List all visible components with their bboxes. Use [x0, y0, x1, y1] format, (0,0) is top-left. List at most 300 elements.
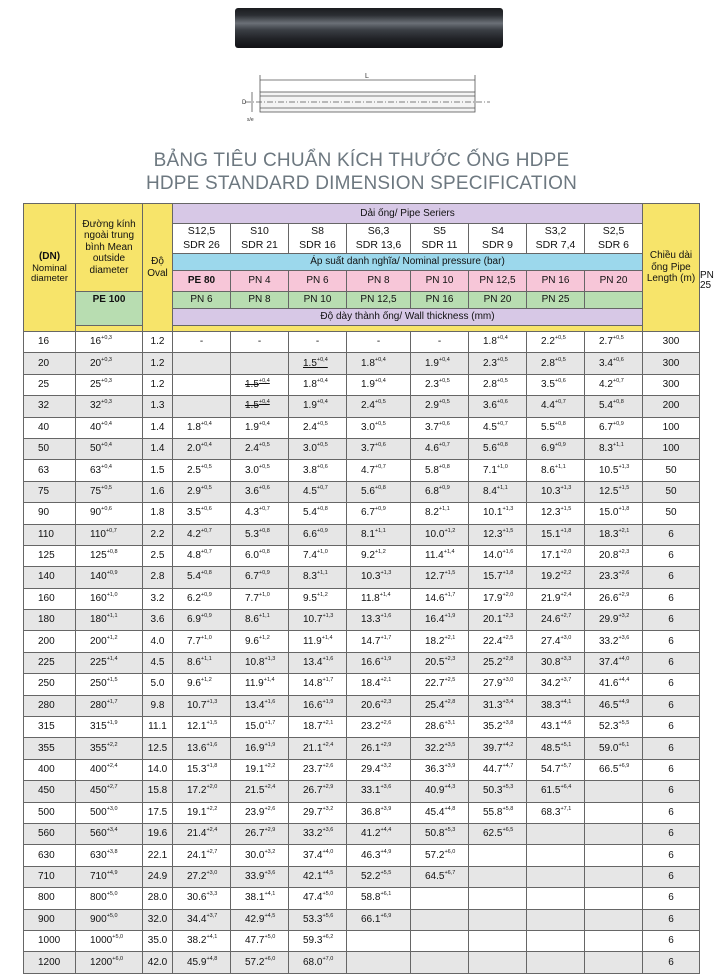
thickness-cell: $5.4^{+0,8}$ — [289, 503, 347, 524]
length-cell: 6 — [643, 524, 700, 545]
table-row — [24, 823, 700, 844]
pe100-pressure — [585, 292, 643, 309]
thickness-cell: $4.7^{+0,7}$ — [347, 460, 411, 481]
thickness-cell: $44.7^{+4,7}$ — [469, 759, 527, 780]
thickness-cell: $50.8^{+5,3}$ — [411, 823, 469, 844]
od-cell: $63^{+0,4}$ — [76, 460, 143, 481]
thickness-header: Độ dày thành ống/ Wall thickness (mm) — [173, 309, 643, 326]
dn-cell: 1200 — [24, 952, 76, 973]
thickness-cell: $17.1^{+2,0}$ — [527, 545, 585, 566]
thickness-cell: $41.6^{+4,4}$ — [585, 674, 643, 695]
thickness-cell: $6.2^{+0,9}$ — [173, 588, 231, 609]
oval-cell: 1.2 — [143, 353, 173, 374]
thickness-cell: $14.0^{+1,6}$ — [469, 545, 527, 566]
pe100-pressure: PN 16 — [411, 292, 469, 309]
thickness-cell: $9.6^{+1,2}$ — [231, 631, 289, 652]
pe80-pressure: PN 8 — [347, 271, 411, 292]
od-cell: $250^{+1,5}$ — [76, 674, 143, 695]
oval-cell: 35.0 — [143, 930, 173, 951]
thickness-cell: $68.0^{+7,0}$ — [289, 952, 347, 973]
table-row — [24, 503, 700, 524]
oval-cell: 4.5 — [143, 652, 173, 673]
oval-cell: 24.9 — [143, 866, 173, 887]
thickness-cell: $37.4^{+4,0}$ — [289, 845, 347, 866]
length-cell: 100 — [643, 417, 700, 438]
table-row — [24, 353, 700, 374]
length-cell: 300 — [643, 374, 700, 395]
thickness-cell: $61.5^{+6,4}$ — [527, 781, 585, 802]
od-cell: $25^{+0,3}$ — [76, 374, 143, 395]
thickness-cell: $13.6^{+1,6}$ — [173, 738, 231, 759]
od-cell: $1000^{+5,0}$ — [76, 930, 143, 951]
thickness-label: s/e — [247, 117, 254, 123]
dn-cell: 560 — [24, 823, 76, 844]
thickness-cell: $5.5^{+0,8}$ — [527, 417, 585, 438]
thickness-cell — [173, 374, 231, 395]
od-cell: $560^{+3,4}$ — [76, 823, 143, 844]
dn-label: (DN) — [38, 251, 61, 262]
thickness-cell — [585, 823, 643, 844]
diameter-label: D — [242, 100, 247, 106]
thickness-cell: $29.9^{+3,2}$ — [585, 610, 643, 631]
length-cell: 6 — [643, 845, 700, 866]
thickness-cell: $62.5^{+6,5}$ — [469, 823, 527, 844]
length-cell: 6 — [643, 674, 700, 695]
length-cell: 6 — [643, 952, 700, 973]
thickness-cell: $35.2^{+3,8}$ — [469, 717, 527, 738]
thickness-cell: $8.4^{+1,1}$ — [469, 481, 527, 502]
dn-cell: 160 — [24, 588, 76, 609]
thickness-cell: $2.4^{+0,5}$ — [347, 396, 411, 417]
thickness-cell: $59.0^{+6,1}$ — [585, 738, 643, 759]
dn-cell: 500 — [24, 802, 76, 823]
thickness-cell — [173, 353, 231, 374]
thickness-cell: $1.9^{+0,4}$ — [411, 353, 469, 374]
od-header: Đường kính ngoài trung bình Mean outside diameter — [76, 204, 143, 292]
table-row — [24, 417, 700, 438]
thickness-cell: $53.3^{+5,6}$ — [289, 909, 347, 930]
thickness-cell: $41.2^{+4,4}$ — [347, 823, 411, 844]
table-row — [24, 866, 700, 887]
thickness-cell: $10.0^{+1,2}$ — [411, 524, 469, 545]
length-cell: 6 — [643, 909, 700, 930]
thickness-cell: $27.9^{+3,0}$ — [469, 674, 527, 695]
thickness-cell — [469, 909, 527, 930]
thickness-cell: $29.7^{+3,2}$ — [289, 802, 347, 823]
length-cell: 300 — [643, 353, 700, 374]
thickness-cell: $26.1^{+2,9}$ — [347, 738, 411, 759]
thickness-cell: $10.7^{+1,3}$ — [173, 695, 231, 716]
thickness-cell: $38.1^{+4,1}$ — [231, 888, 289, 909]
thickness-cell: $12.1^{+1,5}$ — [173, 717, 231, 738]
pipe-photo — [235, 8, 503, 48]
thickness-cell: $19.2^{+2,2}$ — [527, 567, 585, 588]
thickness-cell: $4.2^{+0,7}$ — [173, 524, 231, 545]
thickness-cell: $36.3^{+3,9}$ — [411, 759, 469, 780]
thickness-cell — [347, 930, 411, 951]
od-cell: $125^{+0,8}$ — [76, 545, 143, 566]
thickness-cell: $20.1^{+2,3}$ — [469, 610, 527, 631]
pressure-header: Áp suất danh nghĩa/ Nominal pressure (bar) — [173, 254, 643, 271]
table-row — [24, 545, 700, 566]
thickness-cell — [585, 888, 643, 909]
thickness-cell: $13.4^{+1,6}$ — [231, 695, 289, 716]
length-cell: 6 — [643, 823, 700, 844]
thickness-cell: $55.8^{+5,8}$ — [469, 802, 527, 823]
od-cell: $110^{+0,7}$ — [76, 524, 143, 545]
length-cell: 6 — [643, 545, 700, 566]
od-cell: $50^{+0,4}$ — [76, 438, 143, 459]
thickness-cell: $43.1^{+4,6}$ — [527, 717, 585, 738]
thickness-cell: $13.3^{+1,6}$ — [347, 610, 411, 631]
length-cell: 6 — [643, 631, 700, 652]
thickness-cell: $3.5^{+0,6}$ — [527, 374, 585, 395]
thickness-cell: $11.4^{+1,4}$ — [411, 545, 469, 566]
thickness-cell: $47.7^{+5,0}$ — [231, 930, 289, 951]
thickness-cell: $2.9^{+0,5}$ — [411, 396, 469, 417]
length-label: L — [365, 73, 369, 80]
thickness-cell: $10.5^{+1,3}$ — [585, 460, 643, 481]
thickness-cell: $31.3^{+3,4}$ — [469, 695, 527, 716]
table-row — [24, 738, 700, 759]
thickness-cell: $38.2^{+4,1}$ — [173, 930, 231, 951]
thickness-cell — [173, 396, 231, 417]
dn-cell: 315 — [24, 717, 76, 738]
length-cell: 6 — [643, 567, 700, 588]
thickness-cell: $15.7^{+1,8}$ — [469, 567, 527, 588]
oval-cell: 12.5 — [143, 738, 173, 759]
thickness-cell: $7.1^{+1,0}$ — [469, 460, 527, 481]
thickness-cell: $4.3^{+0,7}$ — [231, 503, 289, 524]
dn-cell: 710 — [24, 866, 76, 887]
table-row — [24, 759, 700, 780]
thickness-cell — [527, 866, 585, 887]
thickness-cell — [585, 952, 643, 973]
thickness-cell: $8.6^{+1,1}$ — [527, 460, 585, 481]
thickness-cell: $34.4^{+3,7}$ — [173, 909, 231, 930]
thickness-cell: $3.7^{+0,6}$ — [411, 417, 469, 438]
thickness-cell: $23.2^{+2,6}$ — [347, 717, 411, 738]
dn-cell: 280 — [24, 695, 76, 716]
thickness-cell: $6.7^{+0,9}$ — [231, 567, 289, 588]
thickness-cell: $38.3^{+4,1}$ — [527, 695, 585, 716]
thickness-cell: $46.3^{+4,9}$ — [347, 845, 411, 866]
oval-cell: 1.4 — [143, 417, 173, 438]
thickness-cell: $8.6^{+1,1}$ — [173, 652, 231, 673]
thickness-cell: $68.3^{+7,1}$ — [527, 802, 585, 823]
thickness-cell: $30.8^{+3,3}$ — [527, 652, 585, 673]
thickness-cell: $40.9^{+4,3}$ — [411, 781, 469, 802]
oval-cell: 1.5 — [143, 460, 173, 481]
series-cell: S4 SDR 9 — [469, 224, 527, 254]
thickness-cell: $4.4^{+0,7}$ — [527, 396, 585, 417]
thickness-cell: $15.3^{+1,8}$ — [173, 759, 231, 780]
thickness-cell — [347, 952, 411, 973]
length-cell: 6 — [643, 888, 700, 909]
thickness-cell: $2.7^{+0,5}$ — [585, 332, 643, 353]
table-row — [24, 374, 700, 395]
thickness-cell: $1.8^{+0,4}$ — [469, 332, 527, 353]
thickness-cell — [469, 888, 527, 909]
dn-cell: 180 — [24, 610, 76, 631]
thickness-cell: $14.6^{+1,7}$ — [411, 588, 469, 609]
thickness-cell: $39.7^{+4,2}$ — [469, 738, 527, 759]
length-header: Chiều dài ống Pipe Length (m) — [643, 204, 700, 332]
table-row — [24, 567, 700, 588]
oval-cell: 1.4 — [143, 438, 173, 459]
thickness-cell: $4.2^{+0,7}$ — [585, 374, 643, 395]
pe80-pressure: PN 4 — [231, 271, 289, 292]
table-row — [24, 674, 700, 695]
thickness-cell: $52.2^{+5,5}$ — [347, 866, 411, 887]
thickness-cell: $18.4^{+2,1}$ — [347, 674, 411, 695]
table-row — [24, 588, 700, 609]
thickness-cell: $6.7^{+0,9}$ — [585, 417, 643, 438]
length-cell: 6 — [643, 738, 700, 759]
od-cell: $16^{+0,3}$ — [76, 332, 143, 353]
thickness-cell: $52.3^{+5,5}$ — [585, 717, 643, 738]
oval-cell: 1.2 — [143, 374, 173, 395]
thickness-cell: $3.6^{+0,6}$ — [231, 481, 289, 502]
thickness-cell: $2.5^{+0,5}$ — [173, 460, 231, 481]
thickness-cell: - — [231, 332, 289, 353]
oval-cell: 3.2 — [143, 588, 173, 609]
thickness-cell: $16.4^{+1,9}$ — [411, 610, 469, 631]
thickness-cell: - — [411, 332, 469, 353]
oval-cell: 2.2 — [143, 524, 173, 545]
dn-cell: 800 — [24, 888, 76, 909]
thickness-cell: $17.9^{+2,0}$ — [469, 588, 527, 609]
thickness-cell: $46.5^{+4,9}$ — [585, 695, 643, 716]
oval-cell: 9.8 — [143, 695, 173, 716]
length-cell: 50 — [643, 503, 700, 524]
thickness-cell: $5.4^{+0,8}$ — [173, 567, 231, 588]
thickness-cell — [585, 781, 643, 802]
thickness-cell: $5.4^{+0,8}$ — [585, 396, 643, 417]
thickness-cell — [469, 845, 527, 866]
thickness-cell: $22.4^{+2,5}$ — [469, 631, 527, 652]
table-row — [24, 524, 700, 545]
od-cell: $710^{+4,9}$ — [76, 866, 143, 887]
dn-cell: 125 — [24, 545, 76, 566]
thickness-cell: $10.7^{+1,3}$ — [289, 610, 347, 631]
od-cell: $40^{+0,4}$ — [76, 417, 143, 438]
thickness-cell: $8.3^{+1,1}$ — [289, 567, 347, 588]
thickness-cell: $1.9^{+0,4}$ — [289, 396, 347, 417]
od-cell: $90^{+0,6}$ — [76, 503, 143, 524]
pe80-pressure: PN 20 — [585, 271, 643, 292]
dn-cell: 20 — [24, 353, 76, 374]
oval-cell: 3.6 — [143, 610, 173, 631]
thickness-cell: $5.6^{+0,8}$ — [469, 438, 527, 459]
thickness-cell — [585, 802, 643, 823]
od-cell: $20^{+0,3}$ — [76, 353, 143, 374]
table-row — [24, 952, 700, 973]
pe100-pressure: PN 20 — [469, 292, 527, 309]
thickness-cell: $2.0^{+0,4}$ — [173, 438, 231, 459]
table-row — [24, 930, 700, 951]
od-cell: $280^{+1,7}$ — [76, 695, 143, 716]
thickness-cell: $2.3^{+0,5}$ — [469, 353, 527, 374]
table-row — [24, 438, 700, 459]
thickness-cell — [411, 930, 469, 951]
thickness-cell: $6.8^{+0,9}$ — [411, 481, 469, 502]
dn-cell: 225 — [24, 652, 76, 673]
oval-cell: 14.0 — [143, 759, 173, 780]
thickness-cell: $6.0^{+0,8}$ — [231, 545, 289, 566]
oval-cell: 1.8 — [143, 503, 173, 524]
pe80-pressure: PN 12,5 — [469, 271, 527, 292]
thickness-cell: $30.0^{+3,2}$ — [231, 845, 289, 866]
thickness-cell: $29.4^{+3,2}$ — [347, 759, 411, 780]
thickness-cell: $45.4^{+4,8}$ — [411, 802, 469, 823]
thickness-cell — [469, 866, 527, 887]
dn-cell: 400 — [24, 759, 76, 780]
thickness-cell — [585, 909, 643, 930]
dn-cell: 110 — [24, 524, 76, 545]
thickness-cell: $47.4^{+5,0}$ — [289, 888, 347, 909]
thickness-cell: $59.3^{+6,2}$ — [289, 930, 347, 951]
thickness-cell: $9.6^{+1,2}$ — [173, 674, 231, 695]
thickness-cell: $64.5^{+6,7}$ — [411, 866, 469, 887]
series-cell: S12,5 SDR 26 — [173, 224, 231, 254]
series-cell: S10 SDR 21 — [231, 224, 289, 254]
thickness-cell: $34.2^{+3,7}$ — [527, 674, 585, 695]
dn-cell: 250 — [24, 674, 76, 695]
thickness-cell: $15.0^{+1,8}$ — [585, 503, 643, 524]
thickness-cell: $33.2^{+3,6}$ — [585, 631, 643, 652]
thickness-cell: $2.4^{+0,5}$ — [289, 417, 347, 438]
thickness-cell: $8.6^{+1,1}$ — [231, 610, 289, 631]
thickness-cell: $21.9^{+2,4}$ — [527, 588, 585, 609]
thickness-cell: $27.2^{+3,0}$ — [173, 866, 231, 887]
thickness-cell: $1.8^{+0,4}$ — [347, 353, 411, 374]
thickness-cell: $36.8^{+3,9}$ — [347, 802, 411, 823]
thickness-cell: $3.0^{+0,5}$ — [289, 438, 347, 459]
thickness-cell: $18.7^{+2,1}$ — [289, 717, 347, 738]
dn-cell: 50 — [24, 438, 76, 459]
thickness-cell: $3.6^{+0,6}$ — [469, 396, 527, 417]
title-vietnamese: BẢNG TIÊU CHUẨN KÍCH THƯỚC ỐNG HDPE — [153, 150, 570, 171]
dn-cell: 900 — [24, 909, 76, 930]
pe100-pressure: PN 12,5 — [347, 292, 411, 309]
length-cell: 6 — [643, 588, 700, 609]
thickness-cell: $10.3^{+1,3}$ — [527, 481, 585, 502]
thickness-cell: $20.6^{+2,3}$ — [347, 695, 411, 716]
table-row — [24, 888, 700, 909]
thickness-cell: $13.4^{+1,6}$ — [289, 652, 347, 673]
thickness-cell: $42.1^{+4,5}$ — [289, 866, 347, 887]
thickness-cell: $14.8^{+1,7}$ — [289, 674, 347, 695]
length-cell: 6 — [643, 930, 700, 951]
thickness-cell: $37.4^{+4,0}$ — [585, 652, 643, 673]
thickness-cell: $6.6^{+0,9}$ — [289, 524, 347, 545]
thickness-cell: $11.8^{+1,4}$ — [347, 588, 411, 609]
thickness-cell: $10.8^{+1,3}$ — [231, 652, 289, 673]
thickness-cell: $12.5^{+1,5}$ — [585, 481, 643, 502]
thickness-cell: $1.9^{+0,4}$ — [231, 417, 289, 438]
thickness-cell: $18.2^{+2,1}$ — [411, 631, 469, 652]
oval-cell: 19.6 — [143, 823, 173, 844]
pe100-pressure: PN 25 — [527, 292, 585, 309]
thickness-cell — [469, 930, 527, 951]
thickness-cell: $15.1^{+1,8}$ — [527, 524, 585, 545]
thickness-cell: $66.1^{+6,9}$ — [347, 909, 411, 930]
length-cell: 6 — [643, 610, 700, 631]
thickness-cell: $23.7^{+2,6}$ — [289, 759, 347, 780]
thickness-cell: $5.3^{+0,8}$ — [231, 524, 289, 545]
thickness-cell: $57.2^{+6,0}$ — [411, 845, 469, 866]
dn-cell: 140 — [24, 567, 76, 588]
thickness-cell: $42.9^{+4,5}$ — [231, 909, 289, 930]
table-row — [24, 396, 700, 417]
od-cell: $900^{+5,0}$ — [76, 909, 143, 930]
thickness-cell: $32.2^{+3,5}$ — [411, 738, 469, 759]
thickness-cell — [527, 930, 585, 951]
table-row — [24, 610, 700, 631]
pe80-pressure: PN 10 — [411, 271, 469, 292]
thickness-cell: $1.5^{+0,4}$ — [231, 374, 289, 395]
thickness-cell: $45.9^{+4,8}$ — [173, 952, 231, 973]
thickness-cell — [527, 823, 585, 844]
thickness-cell: $21.4^{+2,4}$ — [173, 823, 231, 844]
pe100-row — [24, 292, 700, 309]
thickness-cell: $7.7^{+1,0}$ — [173, 631, 231, 652]
thickness-cell: $57.2^{+6,0}$ — [231, 952, 289, 973]
dn-cell: 75 — [24, 481, 76, 502]
thickness-cell: $3.5^{+0,6}$ — [173, 503, 231, 524]
dn-cell: 63 — [24, 460, 76, 481]
thickness-cell: $2.8^{+0,5}$ — [469, 374, 527, 395]
dn-cell: 200 — [24, 631, 76, 652]
thickness-cell: $10.1^{+1,3}$ — [469, 503, 527, 524]
thickness-cell: $26.6^{+2,9}$ — [585, 588, 643, 609]
thickness-cell: $8.2^{+1,1}$ — [411, 503, 469, 524]
thickness-cell: $54.7^{+5,7}$ — [527, 759, 585, 780]
thickness-cell — [411, 909, 469, 930]
thickness-cell: $21.5^{+2,4}$ — [231, 781, 289, 802]
oval-cell: 42.0 — [143, 952, 173, 973]
od-cell: $160^{+1,0}$ — [76, 588, 143, 609]
thickness-cell: $18.3^{+2,1}$ — [585, 524, 643, 545]
thickness-cell: $3.4^{+0,6}$ — [585, 353, 643, 374]
dn-cell: 450 — [24, 781, 76, 802]
thickness-cell: $26.7^{+2,9}$ — [289, 781, 347, 802]
thickness-cell: - — [173, 332, 231, 353]
od-cell: $32^{+0,3}$ — [76, 396, 143, 417]
length-cell: 6 — [643, 802, 700, 823]
thickness-cell: $24.1^{+2,7}$ — [173, 845, 231, 866]
thickness-cell: $12.3^{+1,5}$ — [469, 524, 527, 545]
dn-cell: 32 — [24, 396, 76, 417]
thickness-cell: - — [347, 332, 411, 353]
od-cell: $630^{+3,8}$ — [76, 845, 143, 866]
length-cell: 50 — [643, 481, 700, 502]
oval-header: Độ Oval — [143, 204, 173, 332]
pe80-label: PE 80 — [173, 271, 231, 292]
od-cell: $315^{+1,9}$ — [76, 717, 143, 738]
thickness-cell: $33.2^{+3,6}$ — [289, 823, 347, 844]
pe100-pressure: PN 10 — [289, 292, 347, 309]
series-cell: S2,5 SDR 6 — [585, 224, 643, 254]
thickness-cell: $9.2^{+1,2}$ — [347, 545, 411, 566]
thickness-cell: $21.1^{+2,4}$ — [289, 738, 347, 759]
od-cell: $75^{+0,5}$ — [76, 481, 143, 502]
od-cell: $355^{+2,2}$ — [76, 738, 143, 759]
table-row — [24, 909, 700, 930]
series-header: Dải ống/ Pipe Seriers — [173, 204, 643, 224]
od-cell: $1200^{+6,0}$ — [76, 952, 143, 973]
